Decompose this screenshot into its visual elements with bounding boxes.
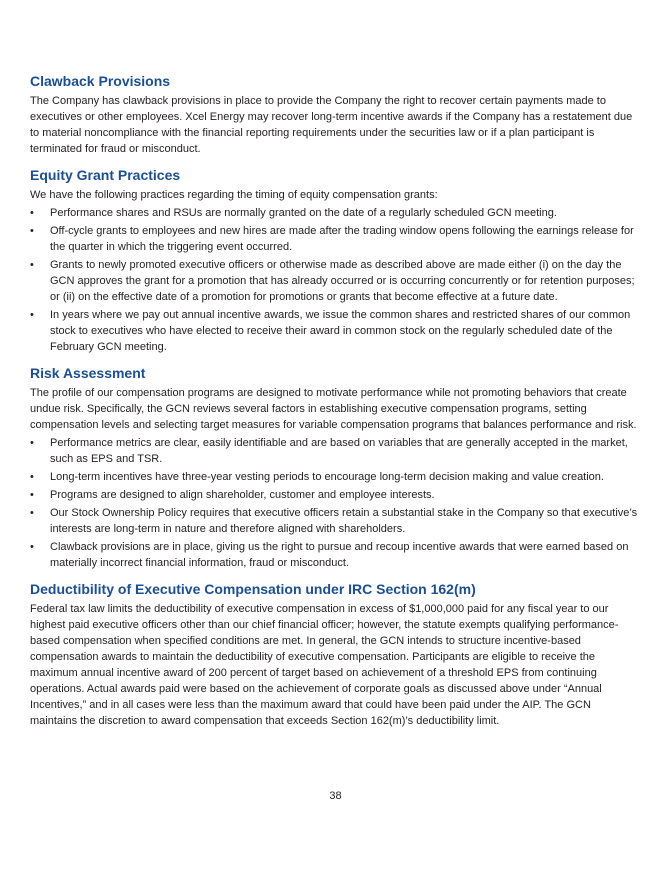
section-heading: Clawback Provisions — [30, 73, 171, 89]
bullet-icon: • — [30, 207, 34, 219]
list-item — [30, 539, 638, 571]
list-item — [30, 205, 638, 221]
section-risk-assessment — [30, 364, 638, 571]
list-item — [30, 505, 638, 537]
list-item-text: Clawback provisions are in place, giving us the right to pursue and recoup incentive awards that were earned based on materially incorrect financial information, fraud or misconduct. — [50, 541, 629, 569]
list-item-text: Off-cycle grants to employees and new hires are made after the trading window opens following the earnings release for the quarter in which the triggering event occurred. — [50, 225, 634, 253]
list-item — [30, 487, 638, 503]
list-item-text: Programs are designed to align shareholder, customer and employee interests. — [50, 489, 435, 501]
section-equity-grant-practices — [30, 166, 638, 355]
section-heading: Equity Grant Practices — [30, 167, 181, 183]
list-item — [30, 223, 638, 255]
list-item-text: Performance shares and RSUs are normally granted on the date of a regularly scheduled GCN meeting. — [50, 207, 557, 219]
section-heading: Deductibility of Executive Compensation under IRC Section 162(m) — [30, 581, 476, 597]
bullet-icon: • — [30, 259, 34, 271]
list-item-text: Long-term incentives have three-year vesting periods to encourage long-term decision making and value creation. — [50, 471, 604, 483]
list-item — [30, 469, 638, 485]
bullet-icon: • — [30, 471, 34, 483]
list-item-text: In years where we pay out annual incentive awards, we issue the common shares and restricted shares of our common stock to executives who have elected to receive their award in common stock on the regularly scheduled date of the February GCN meeting. — [50, 309, 631, 353]
list-item — [30, 307, 638, 355]
bullet-icon: • — [30, 437, 34, 449]
bullet-icon: • — [30, 541, 34, 553]
bullet-icon: • — [30, 225, 34, 237]
list-item-text: Grants to newly promoted executive officers or otherwise made as described above are made either (i) on the day the GCN approves the grant for a promotion that has already occurred or is occurring concurrently or for retention purposes; or (ii) on the effective date of a promotion for promotions or grants that become effective at a future date. — [50, 259, 635, 303]
bullet-icon: • — [30, 309, 34, 321]
section-paragraph: Federal tax law limits the deductibility of executive compensation in excess of $1,000,000 paid for any fiscal year to our highest paid executive officers other than our chief financial officer; however, the statute exempts qualifying performance-based compensation when specified conditions are met. In general, the GCN intends to structure incentive-based compensation awards to maintain the deductibility of executive compensation. Participants are eligible to receive the maximum annual incentive award of 200 percent of target based on achievement of a threshold EPS from continuing operations. Actual awards paid were based on the achievement of corporate goals as discussed above under “Annual Incentives,” and in all cases were less than the maximum award that could have been paid under the AIP. The GCN maintains the discretion to award compensation that exceeds Section 162(m)’s deductibility limit. — [30, 603, 619, 727]
list-item-text: Our Stock Ownership Policy requires that executive officers retain a substantial stake in the Company so that executive’s interests are long-term in nature and therefore aligned with shareholders. — [50, 507, 638, 535]
section-deductibility — [30, 580, 638, 729]
section-heading: Risk Assessment — [30, 365, 146, 381]
section-paragraph: The profile of our compensation programs are designed to motivate performance while not promoting behaviors that create undue risk. Specifically, the GCN reviews several factors in establishing executive compensation programs, setting compensation levels and selecting target measures for variable compensation programs that balances performance and risk. — [30, 387, 637, 431]
bullet-list — [30, 205, 638, 355]
bullet-icon: • — [30, 489, 34, 501]
bullet-icon: • — [30, 507, 34, 519]
section-clawback-provisions — [30, 72, 638, 157]
section-paragraph: The Company has clawback provisions in place to provide the Company the right to recover certain payments made to executives or other employees. Xcel Energy may recover long-term incentive awards if the Company has a restatement due to material noncompliance with the financial reporting requirements under the securities law or if a plan participant is terminated for fraud or misconduct. — [30, 95, 633, 155]
document-body — [30, 72, 638, 738]
bullet-list — [30, 435, 638, 571]
list-item-text: Performance metrics are clear, easily identifiable and are based on variables that are generally accepted in the market, such as EPS and TSR. — [50, 437, 628, 465]
list-item — [30, 435, 638, 467]
section-paragraph: We have the following practices regarding the timing of equity compensation grants: — [30, 189, 438, 201]
list-item — [30, 257, 638, 305]
page-number: 38 — [329, 790, 342, 802]
